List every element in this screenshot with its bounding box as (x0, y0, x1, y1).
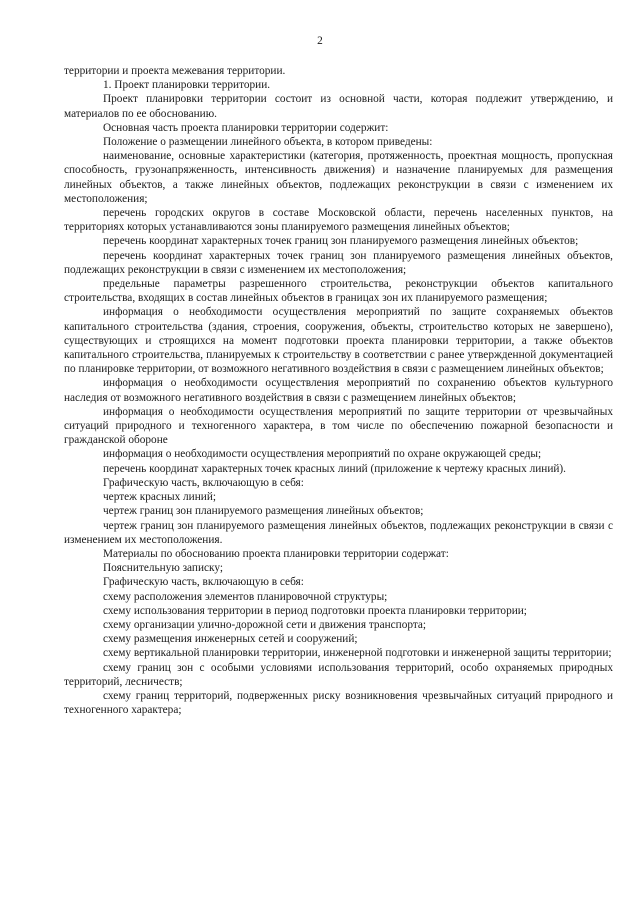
paragraph: информация о необходимости осуществления мероприятий по защите сохраняемых объектов капитального строительства (здания, строения, сооружения, объекты, строительство которых не завершено), существующих и строящихся на момент подготовки проекта планировки территории, а также объектов капитального строительства, планируемых к строительству в соответствии с ранее утвержденной документацией по планировке территории, от возможного негативного воздействия в связи с размещением линейных объектов; (64, 306, 613, 376)
paragraph: схему расположения элементов планировочной структуры; (103, 590, 388, 603)
paragraph: Положение о размещении линейного объекта, в котором приведены: (103, 136, 433, 149)
paragraph: схему организации улично-дорожной сети и движения транспорта; (103, 618, 427, 631)
paragraph: информация о необходимости осуществления мероприятий по защите территории от чрезвычайных ситуаций природного и техногенного характера, в том числе по обеспечению пожарной безопасности и гражданской обороне (64, 405, 613, 447)
paragraph: перечень координат характерных точек красных линий (приложение к чертежу красных линий). (103, 462, 567, 475)
document-body (64, 64, 613, 717)
paragraph: схему границ зон с особыми условиями использования территорий, особо охраняемых природных территорий, лесничеств; (64, 661, 613, 688)
paragraph: перечень координат характерных точек границ зон планируемого размещения линейных объектов; (103, 235, 579, 248)
paragraph: чертеж границ зон планируемого размещения линейных объектов, подлежащих реконструкции в связи с изменением их местоположения. (64, 519, 613, 546)
paragraph: информация о необходимости осуществления мероприятий по охране окружающей среды; (103, 448, 542, 461)
paragraph: Пояснительную записку; (103, 562, 223, 575)
paragraph: Графическую часть, включающую в себя: (103, 576, 304, 589)
paragraph: чертеж красных линий; (103, 491, 217, 504)
paragraph: схему использования территории в период подготовки проекта планировки территории; (103, 604, 527, 617)
paragraph: схему вертикальной планировки территории, инженерной подготовки и инженерной защиты территории; (103, 647, 612, 660)
paragraph: схему границ территорий, подверженных риску возникновения чрезвычайных ситуаций природного и техногенного характера; (64, 689, 613, 717)
paragraph: Проект планировки территории состоит из основной части, которая подлежит утверждению, и материалов по ее обоснованию. (64, 93, 613, 120)
paragraph: предельные параметры разрешенного строительства, реконструкции объектов капитального строительства, входящих в состав линейных объектов в границах зон их планируемого размещения; (64, 278, 613, 305)
paragraph: территории и проекта межевания территории. (64, 65, 286, 77)
paragraph: перечень городских округов в составе Московской области, перечень населенных пунктов, на территориях которых устанавливаются зоны планируемого размещения линейных объектов; (64, 207, 613, 234)
paragraph: схему размещения инженерных сетей и сооружений; (103, 633, 358, 646)
paragraph: Материалы по обоснованию проекта планировки территории содержат: (103, 547, 449, 560)
paragraph: наименование, основные характеристики (категория, протяженность, проектная мощность, пропускная способность, грузонапряженность, интенсивность движения) и назначение планируемых для размещения линейных объектов, а также линейных объектов, подлежащих реконструкции в связи с изменением их местоположения; (64, 150, 613, 205)
paragraph: чертеж границ зон планируемого размещения линейных объектов; (103, 505, 424, 518)
paragraph: перечень координат характерных точек границ зон планируемого размещения линейных объектов, подлежащих реконструкции в связи с изменением их местоположения; (64, 249, 613, 276)
paragraph: Графическую часть, включающую в себя: (103, 476, 304, 489)
paragraph: 1. Проект планировки территории. (103, 79, 271, 92)
paragraph: информация о необходимости осуществления мероприятий по сохранению объектов культурного наследия от возможного негативного воздействия в связи с размещением линейных объектов; (64, 377, 613, 404)
paragraph: Основная часть проекта планировки территории содержит: (103, 121, 389, 134)
page-number: 2 (317, 35, 323, 47)
